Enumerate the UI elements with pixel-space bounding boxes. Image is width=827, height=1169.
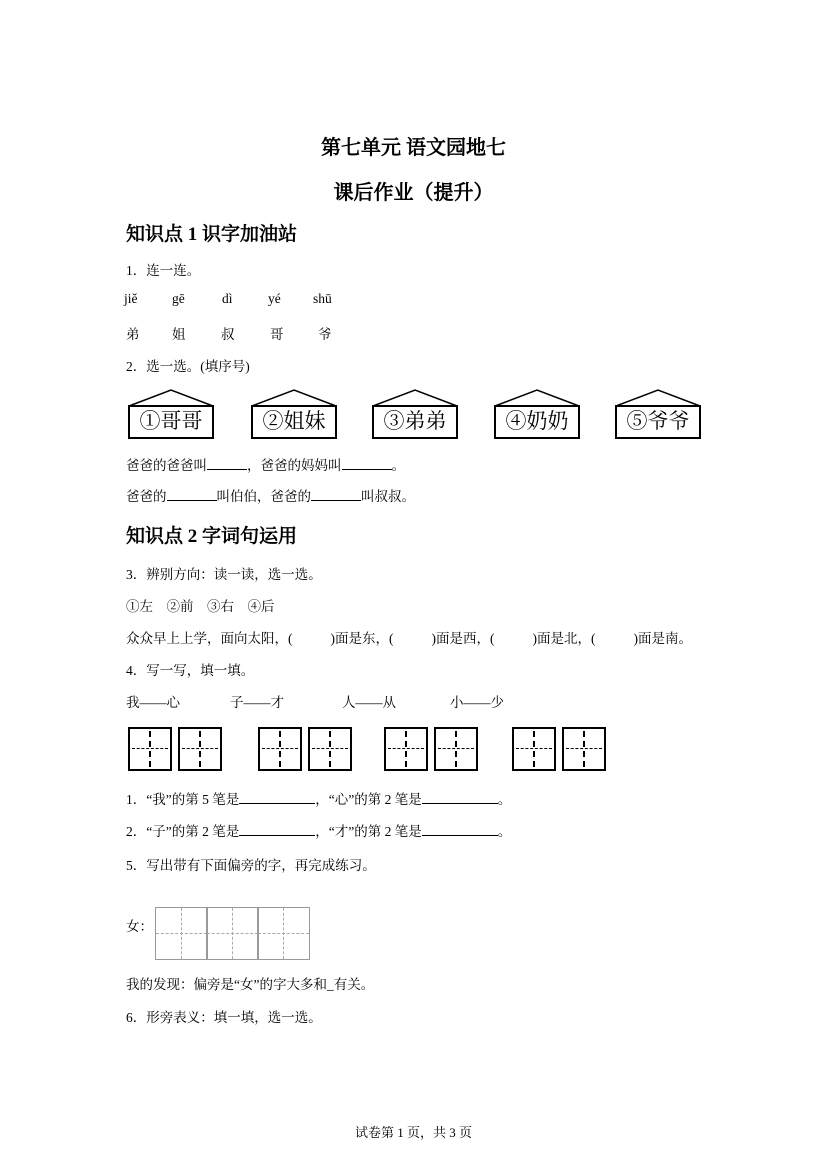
section-heading-1: 知识点 1 识字加油站 — [126, 224, 298, 245]
page-footer: 试卷第 1 页，共 3 页 — [354, 1125, 472, 1140]
answer-blank[interactable] — [167, 486, 217, 501]
text: )面是东，( — [330, 631, 394, 646]
pinyin: jiě — [124, 291, 138, 306]
text: ，“心”的第 2 笔是 — [315, 792, 422, 807]
house-option — [615, 389, 701, 439]
char: 爷 — [318, 327, 332, 342]
house-label: ④奶奶 — [505, 409, 569, 433]
house-option — [494, 389, 580, 439]
text: 2．“子”的第 2 笔是 — [126, 824, 240, 839]
writing-cell[interactable] — [562, 727, 606, 771]
question-6-label: 6．形旁表义：填一填，选一选。 — [126, 1010, 322, 1025]
writing-cell[interactable] — [512, 727, 556, 771]
text: )面是北，( — [532, 631, 596, 646]
text: 叫叔叔。 — [361, 489, 415, 504]
writing-cell[interactable] — [308, 727, 352, 771]
writing-cell[interactable] — [155, 907, 208, 960]
house-label: ③弟弟 — [383, 409, 447, 433]
answer-blank[interactable] — [239, 789, 315, 804]
text: 爸爸的 — [126, 489, 167, 504]
pinyin: yé — [268, 291, 281, 306]
pinyin: shū — [313, 291, 332, 306]
char-pair: 小——少 — [450, 695, 504, 710]
house-option — [372, 389, 458, 439]
writing-cell[interactable] — [434, 727, 478, 771]
char-pair: 我——心 — [126, 695, 180, 710]
text: )面是南。 — [633, 631, 692, 646]
pinyin: dì — [222, 291, 233, 306]
house-label: ①哥哥 — [139, 409, 203, 433]
char-pair: 子——才 — [230, 695, 284, 710]
char: 哥 — [270, 327, 284, 342]
discovery-line: 我的发现：偏旁是“女”的字大多和_有关。 — [126, 977, 375, 992]
text: 1．“我”的第 5 笔是 — [126, 792, 240, 807]
text: 爸爸的爸爸叫 — [126, 458, 207, 473]
writing-cell[interactable] — [128, 727, 172, 771]
house-option — [251, 389, 337, 439]
text: )面是西，( — [431, 631, 495, 646]
direction-sentence — [126, 627, 692, 647]
char: 弟 — [126, 327, 140, 342]
house-option — [128, 389, 214, 439]
stroke-question-2 — [126, 820, 511, 840]
text: 叫伯伯，爸爸的 — [216, 489, 311, 504]
fill-line-2 — [126, 485, 415, 505]
direction-options: ①左 ②前 ③右 ④后 — [126, 599, 275, 614]
document-subtitle: 课后作业（提升） — [333, 182, 494, 204]
answer-blank[interactable] — [342, 455, 392, 470]
house-label: ②姐妹 — [262, 409, 326, 433]
writing-cell[interactable] — [206, 907, 259, 960]
answer-blank[interactable] — [207, 455, 247, 470]
text: ，“才”的第 2 笔是 — [315, 824, 422, 839]
question-3-label: 3．辨别方向：读一读，选一选。 — [126, 567, 322, 582]
writing-cell[interactable] — [178, 727, 222, 771]
question-2-label: 2．选一选。(填序号) — [126, 359, 250, 374]
char: 叔 — [221, 327, 235, 342]
writing-cell[interactable] — [384, 727, 428, 771]
writing-cell[interactable] — [257, 907, 310, 960]
text: 。 — [497, 824, 512, 839]
answer-blank[interactable] — [311, 486, 361, 501]
radical-label: 女： — [126, 919, 153, 934]
text: 。 — [497, 792, 512, 807]
stroke-question-1 — [126, 788, 511, 808]
text: 。 — [391, 458, 405, 473]
document-title: 第七单元 语文园地七 — [321, 137, 506, 159]
char: 姐 — [172, 327, 186, 342]
question-1-label: 1．连一连。 — [126, 263, 201, 278]
answer-blank[interactable] — [239, 821, 315, 836]
char-pair: 人——从 — [342, 695, 396, 710]
answer-blank[interactable] — [422, 821, 498, 836]
pinyin: gē — [172, 291, 185, 306]
house-label: ⑤爷爷 — [626, 409, 690, 433]
text: ，爸爸的妈妈叫 — [247, 458, 342, 473]
answer-blank[interactable] — [422, 789, 498, 804]
question-5-label: 5．写出带有下面偏旁的字，再完成练习。 — [126, 858, 376, 873]
section-heading-2: 知识点 2 字词句运用 — [126, 526, 298, 547]
fill-line-1 — [126, 454, 405, 474]
text: 众众早上上学，面向太阳，( — [126, 631, 293, 646]
writing-cell[interactable] — [258, 727, 302, 771]
question-4-label: 4．写一写，填一填。 — [126, 663, 255, 678]
